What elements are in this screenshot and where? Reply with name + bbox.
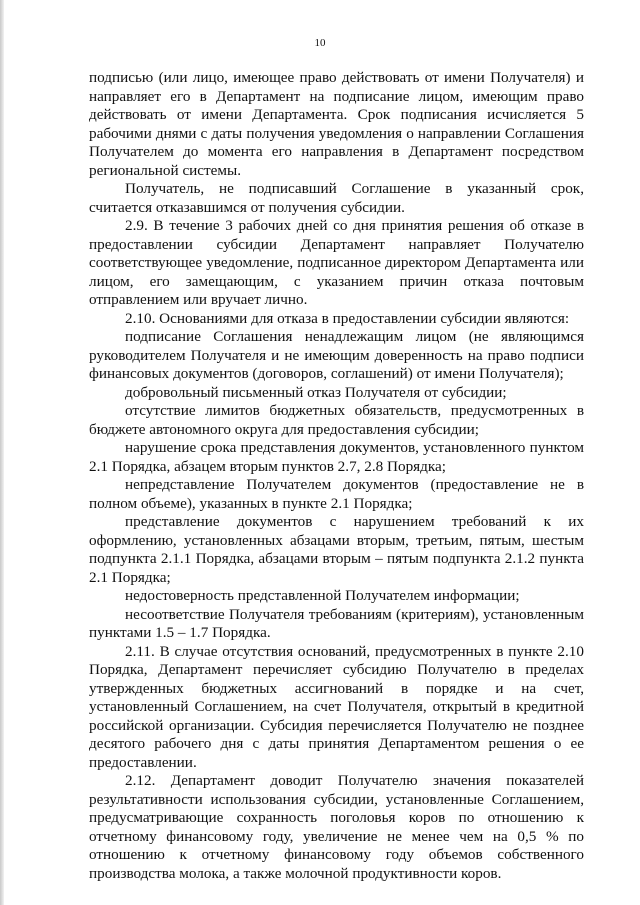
list-item-no-budget-limits: отсутствие лимитов бюджетных обязательств, предусмотренных в бюджете автономного округа для предоставления субсидии; [89, 402, 584, 438]
paragraph-unsigned-agreement: Получатель, не подписавший Соглашение в указанный срок, считается отказавшимся от получения субсидии. [89, 180, 584, 216]
list-item-voluntary-refusal: добровольный письменный отказ Получателя от субсидии; [125, 383, 507, 401]
paragraph-2-10: 2.10. Основаниями для отказа в предоставлении субсидии являются: [125, 309, 570, 327]
list-item-false-information: недостоверность представленной Получателем информации; [125, 587, 520, 604]
list-item-criteria-mismatch: несоответствие Получателя требованиям (критериям), установленным пунктами 1.5 – 1.7 Порядка. [89, 605, 584, 641]
list-item-improper-signature: подписание Соглашения ненадлежащим лицом (не являющимся руководителем Получателя и не имеющим доверенность на право подписи финансовых документов (договоров, соглашений) от имени Получателя); [89, 328, 584, 382]
page-number: 10 [314, 37, 326, 49]
scan-edge [0, 0, 4, 905]
document-body [89, 69, 584, 883]
list-item-missing-documents: непредставление Получателем документов (предоставление не в полном объеме), указанных в пункте 2.1 Порядка; [89, 476, 584, 512]
list-item-formatting-violation: представление документов с нарушением требований к их оформлению, установленных абзацами вторым, третьим, пятым, шестым подпункта 2.1.1 Порядка, абзацами вторым – пятым подпункта 2.1.2 пункта 2.1 Порядка; [89, 513, 584, 586]
paragraph-2-11: 2.11. В случае отсутствия оснований, предусмотренных в пункте 2.10 Порядка, Департамент перечисляет субсидию Получателю в пределах утвержденных бюджетных ассигнований в порядке и на счет, установленный Соглашением, на счет Получателя, открытый в кредитной российской организации. Субсидия перечисляется Получателю не позднее десятого рабочего дня с даты принятия Департаментом решения о ее предоставлении. [89, 642, 584, 771]
paragraph-2-12: 2.12. Департамент доводит Получателю значения показателей результативности использования субсидии, установленные Соглашением, предусматривающие сохранность поголовья коров по отношению к отчетному финансовому году, увеличение не менее чем на 0,5 % по отношению к отчетному финансовому году объемов собственного производства молока, а также молочной продуктивности коров. [89, 772, 584, 882]
paragraph-2-9: 2.9. В течение 3 рабочих дней со дня принятия решения об отказе в предоставлении субсидии Департамент направляет Получателю соответствующее уведомление, подписанное директором Департамента или лицом, его замещающим, с указанием причин отказа почтовым отправлением или вручает лично. [89, 217, 584, 308]
list-item-deadline-violation: нарушение срока представления документов, установленного пунктом 2.1 Порядка, абзацем вторым пунктов 2.7, 2.8 Порядка; [89, 439, 584, 475]
paragraph-continuation: подписью (или лицо, имеющее право действовать от имени Получателя) и направляет его в Департамент на подписание лицом, имеющим право действовать от имени Департамента. Срок подписания исчисляется 5 рабочими днями с даты получения уведомления о направлении Соглашения Получателем до момента его направления в Департамент посредством региональной системы. [89, 69, 584, 179]
